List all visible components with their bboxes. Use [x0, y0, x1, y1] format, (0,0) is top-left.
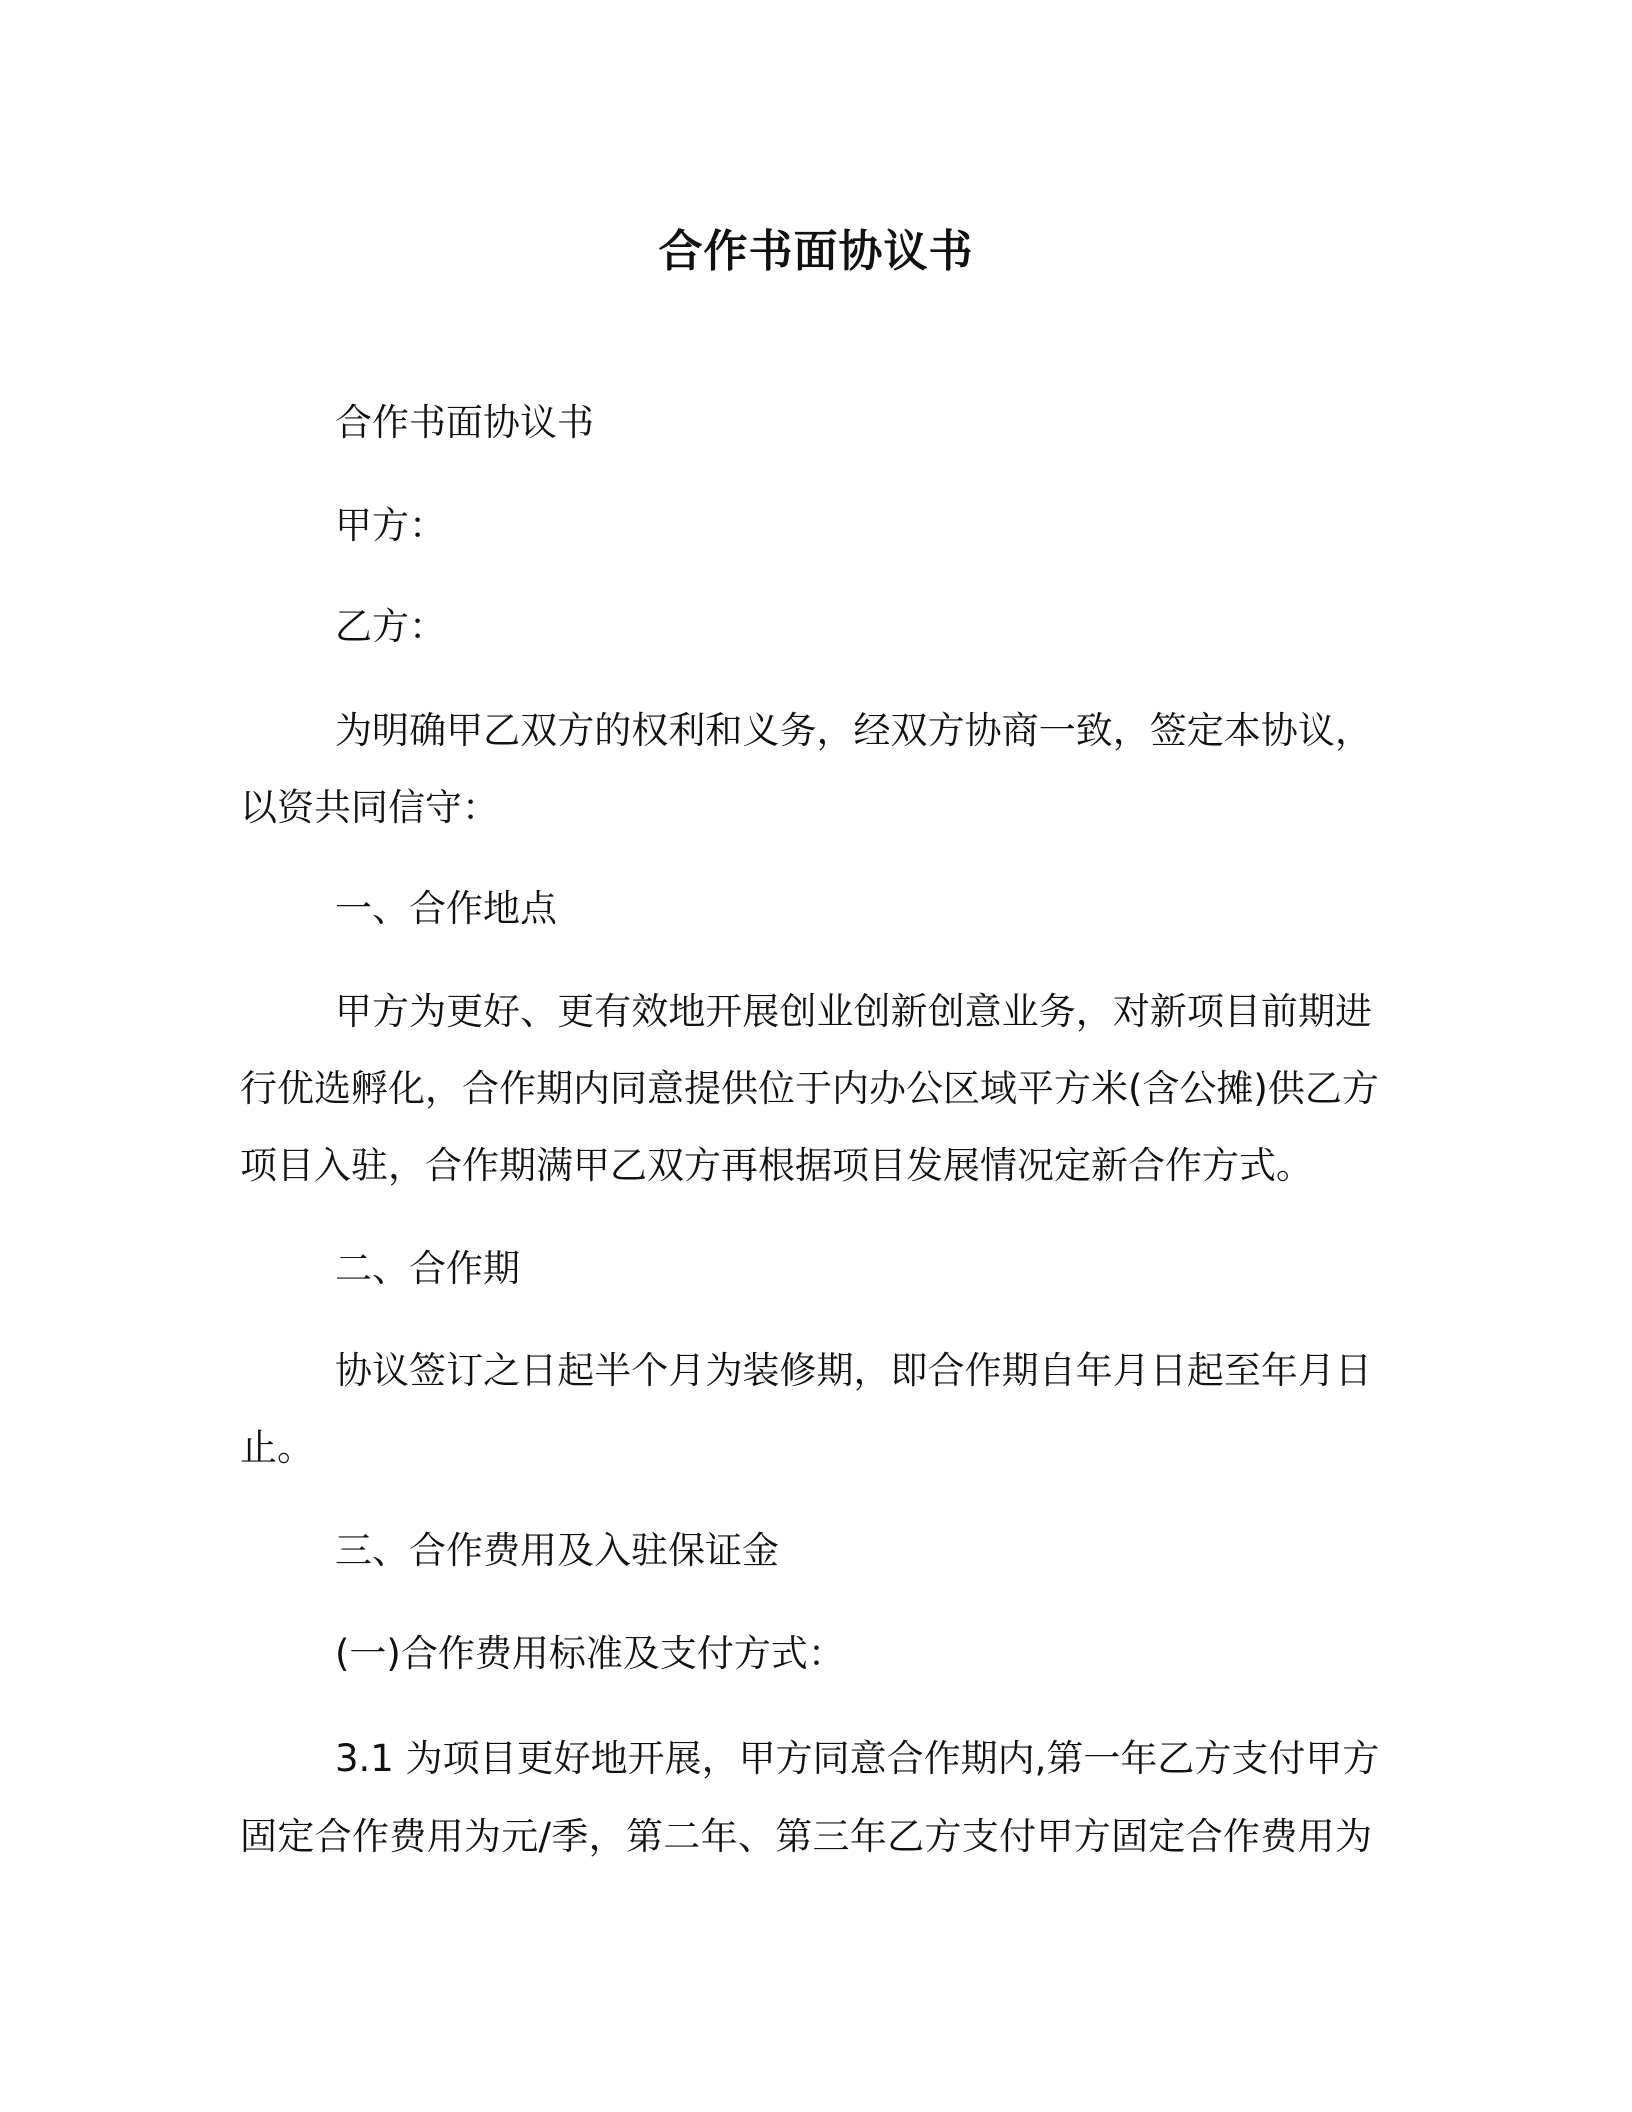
- clause-3-1-line-1: 3.1 为项目更好地开展，甲方同意合作期内,第一年乙方支付甲方: [335, 1737, 1380, 1780]
- preamble-line-2: 以资共同信守：: [240, 786, 499, 829]
- section-3-subheading: (一)合作费用标准及支付方式：: [335, 1632, 845, 1675]
- document-title: 合作书面协议书: [658, 226, 974, 277]
- party-b-label: 乙方：: [335, 605, 446, 648]
- section-1-line-2: 行优选孵化，合作期内同意提供位于内办公区域平方米(含公摊)供乙方: [240, 1067, 1379, 1110]
- section-1-heading: 一、合作地点: [335, 887, 557, 930]
- clause-3-1-line-2: 固定合作费用为元/季，第二年、第三年乙方支付甲方固定合作费用为: [240, 1815, 1372, 1858]
- subtitle: 合作书面协议书: [335, 401, 594, 444]
- section-1-line-1: 甲方为更好、更有效地开展创业创新创意业务，对新项目前期进: [335, 990, 1372, 1033]
- preamble-line-1: 为明确甲乙双方的权利和义务，经双方协商一致，签定本协议，: [335, 709, 1372, 752]
- section-2-heading: 二、合作期: [335, 1247, 520, 1290]
- section-2-line-1: 协议签订之日起半个月为装修期，即合作期自年月日起至年月日: [335, 1349, 1372, 1392]
- section-3-heading: 三、合作费用及入驻保证金: [335, 1529, 779, 1572]
- party-a-label: 甲方：: [335, 504, 446, 547]
- section-2-line-2: 止。: [240, 1426, 314, 1469]
- section-1-line-3: 项目入驻，合作期满甲乙双方再根据项目发展情况定新合作方式。: [240, 1144, 1313, 1187]
